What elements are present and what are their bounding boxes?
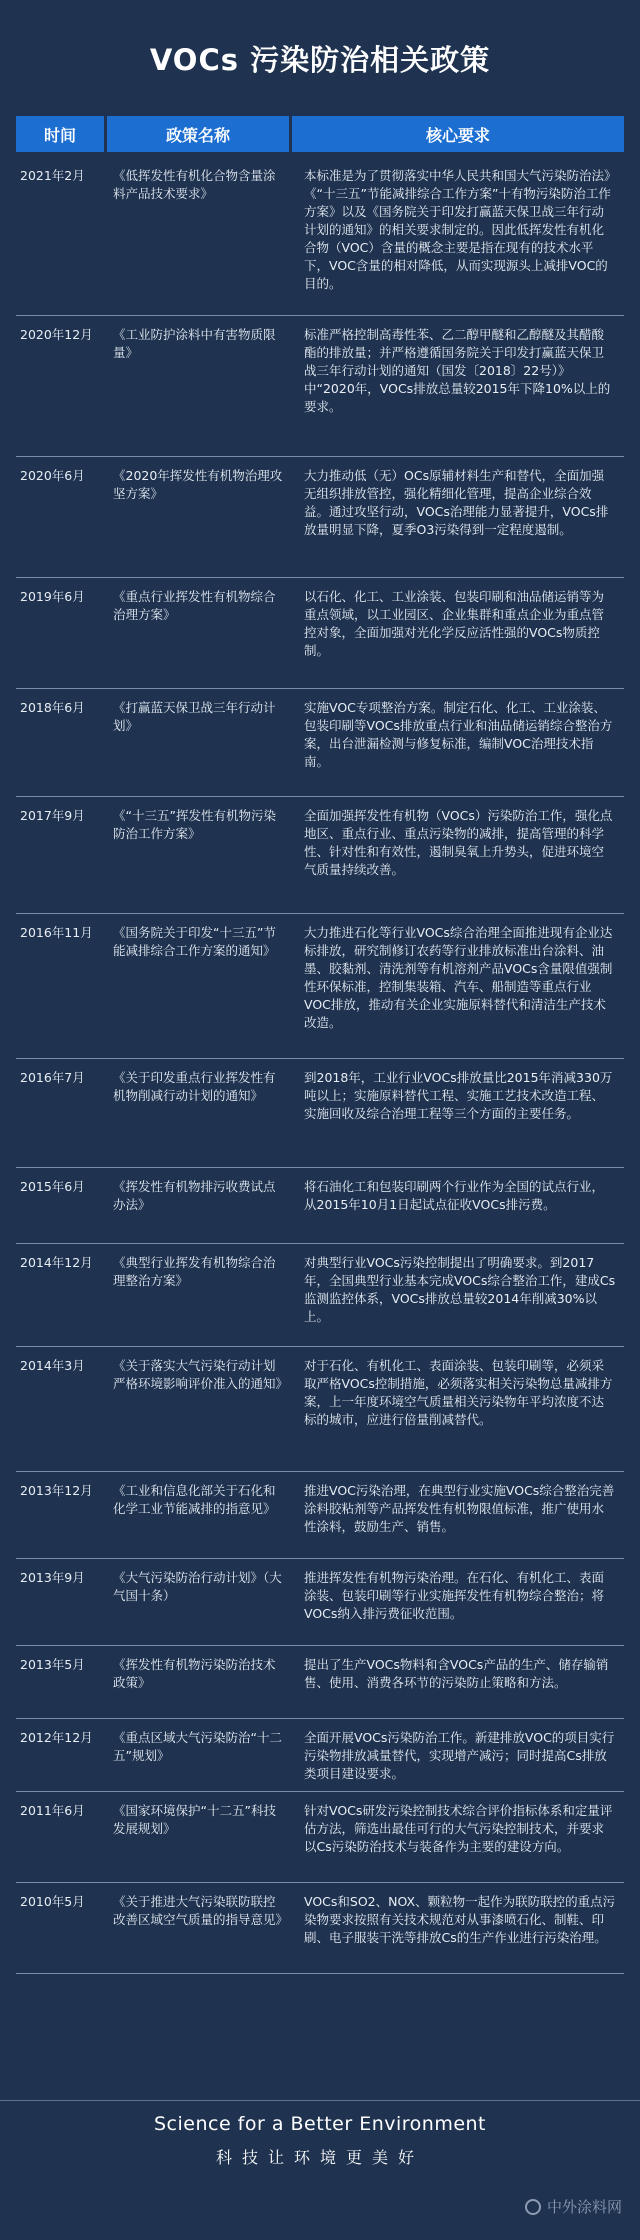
row-policy-name: 《国务院关于印发“十三五”节能减排综合工作方案的通知》 <box>113 925 276 958</box>
header-policy-name: 政策名称 <box>107 116 289 152</box>
table-row <box>16 1168 624 1244</box>
row-policy-name: 《关于落实大气污染行动计划严格环境影响评价准入的通知》 <box>113 1358 289 1391</box>
table-header <box>16 116 624 152</box>
row-policy-name: 《重点行业挥发性有机物综合治理方案》 <box>113 589 276 622</box>
row-core-requirement: 大力推动低（无）OCs原辅材料生产和替代，全面加强无组织排放管控，强化精细化管理，提高企业综合效益。通过攻坚行动，VOCs治理能力显著提升，VOCs排放量明显下降，夏季O3污染得到一定程度遏制。 <box>304 468 609 537</box>
row-date: 2016年11月 <box>20 925 93 940</box>
row-core-requirement: 标准严格控制高毒性苯、乙二醇甲醚和乙醇醚及其醋酸酯的排放量；并严格遵循国务院关于印发打赢蓝天保卫战三年行动计划的通知（国发〔2018〕22号）》中“2020年，VOCs排放总量较2015年下降10%以上的要求。 <box>304 327 611 414</box>
header-core-requirement: 核心要求 <box>292 116 624 152</box>
policy-table <box>16 116 624 1974</box>
row-date: 2011年6月 <box>20 1803 85 1818</box>
row-date: 2017年9月 <box>20 808 85 823</box>
row-date: 2019年6月 <box>20 589 85 604</box>
row-policy-name: 《2020年挥发性有机物治理攻坚方案》 <box>113 468 283 501</box>
table-row <box>16 157 624 316</box>
row-core-requirement: 对于石化、有机化工、表面涂装、包装印刷等，必须采取严格VOCs控制措施，必须落实相关污染物总量减排方案，上一年度环境空气质量相关污染物年平均浓度不达标的城市，应进行倍量削减替代。 <box>304 1358 613 1427</box>
footer-slogan-cn: 科技让环境更美好 <box>215 2148 424 2167</box>
table-row <box>16 1347 624 1472</box>
row-core-requirement: 以石化、化工、工业涂装、包装印刷和油品储运销等为重点领域，以工业园区、企业集群和重点企业为重点管控对象，全面加强对光化学反应活性强的VOCs物质控制。 <box>304 589 605 658</box>
page-title: VOCs 污染防治相关政策 <box>149 42 491 77</box>
row-date: 2013年5月 <box>20 1657 85 1672</box>
row-policy-name: 《打赢蓝天保卫战三年行动计划》 <box>113 700 276 733</box>
row-date: 2020年6月 <box>20 468 85 483</box>
watermark-text: 中外涂料网 <box>546 2198 622 2216</box>
row-date: 2013年12月 <box>20 1483 93 1498</box>
table-row <box>16 1646 624 1719</box>
row-policy-name: 《工业防护涂料中有害物质限量》 <box>113 327 276 360</box>
row-core-requirement: 推进挥发性有机物污染治理。在石化、有机化工、表面涂装、包装印刷等行业实施挥发性有机物综合整治；将VOCs纳入排污费征收范围。 <box>304 1570 605 1621</box>
row-date: 2020年12月 <box>20 327 93 342</box>
row-policy-name: 《关于印发重点行业挥发性有机物削减行动计划的通知》 <box>113 1070 276 1103</box>
row-core-requirement: 大力推进石化等行业VOCs综合治理全面推进现有企业达标排放，研究制修订农药等行业排放标准出台涂料、油墨、胶黏剂、清洗剂等有机溶剂产品VOCs含量限值强制性环保标准，控制集装箱、汽车、船制造等重点行业VOC排放，推动有关企业实施原料替代和清洁生产技术改造。 <box>304 925 613 1030</box>
watermark-logo-icon <box>525 2199 541 2215</box>
header-date: 时间 <box>16 116 104 152</box>
table-row <box>16 1719 624 1792</box>
row-policy-name: 《低挥发性有机化合物含量涂料产品技术要求》 <box>113 168 276 201</box>
table-body <box>16 157 624 1974</box>
row-date: 2018年6月 <box>20 700 85 715</box>
row-policy-name: 《工业和信息化部关于石化和化学工业节能减排的指意见》 <box>113 1483 276 1516</box>
table-row <box>16 1559 624 1646</box>
table-row <box>16 578 624 689</box>
row-core-requirement: 实施VOC专项整治方案。制定石化、化工、工业涂装、包装印刷等VOCs排放重点行业和油品储运销综合整治方案，出台泄漏检测与修复标准，编制VOC治理技术指南。 <box>304 700 613 769</box>
row-core-requirement: 本标准是为了贯彻落实中华人民共和国大气污染防治法》《“十三五”节能减排综合工作方案”十有物污染防治工作方案》以及《国务院关于印发打赢蓝天保卫战三年行动计划的通知》的相关要求制定的。因此低挥发性有机化合物（VOC）含量的概念主要是指在现有的技术水平下，VOC含量的相对降低，从而实现源头上减排VOC的目的。 <box>304 168 611 291</box>
row-core-requirement: 到2018年，工业行业VOCs排放量比2015年消减330万吨以上；实施原料替代工程、实施工艺技术改造工程、实施回收及综合治理工程等三个方面的主要任务。 <box>304 1070 613 1121</box>
table-row <box>16 1792 624 1883</box>
row-core-requirement: 将石油化工和包装印刷两个行业作为全国的试点行业，从2015年10月1日起试点征收VOCs排污费。 <box>304 1179 605 1212</box>
row-policy-name: 《挥发性有机物排污收费试点办法》 <box>113 1179 276 1212</box>
row-date: 2021年2月 <box>20 168 85 183</box>
row-policy-name: 《大气污染防治行动计划》（大气国十条） <box>113 1570 282 1603</box>
row-date: 2010年5月 <box>20 1894 85 1909</box>
row-policy-name: 《挥发性有机物污染防治技术政策》 <box>113 1657 276 1690</box>
footer <box>0 2113 640 2168</box>
row-date: 2016年7月 <box>20 1070 85 1085</box>
row-date: 2012年12月 <box>20 1730 93 1745</box>
footer-divider <box>0 2100 640 2101</box>
footer-slogan-en: Science for a Better Environment <box>153 2113 487 2135</box>
row-core-requirement: 提出了生产VOCs物料和含VOCs产品的生产、储存输销售、使用、消费各环节的污染防止策略和方法。 <box>304 1657 609 1690</box>
row-policy-name: 《关于推进大气污染联防联控改善区域空气质量的指导意见》 <box>113 1894 289 1927</box>
row-date: 2014年3月 <box>20 1358 85 1373</box>
row-date: 2015年6月 <box>20 1179 85 1194</box>
row-date: 2014年12月 <box>20 1255 93 1270</box>
table-row <box>16 1059 624 1168</box>
watermark <box>525 2196 622 2217</box>
row-policy-name: 《重点区域大气污染防治“十二五”规划》 <box>113 1730 282 1763</box>
row-core-requirement: VOCs和SO2、NOX、颗粒物一起作为联防联控的重点污染物要求按照有关技术规范对从事漆喷石化、制鞋、印刷、电子服装干洗等排放Cs的生产作业进行污染治理。 <box>304 1894 616 1945</box>
table-row <box>16 797 624 914</box>
row-policy-name: 《典型行业挥发有机物综合治理整治方案》 <box>113 1255 276 1288</box>
row-policy-name: 《国家环境保护“十二五”科技发展规划》 <box>113 1803 276 1836</box>
table-row <box>16 457 624 578</box>
row-policy-name: 《“十三五”挥发性有机物污染防治工作方案》 <box>113 808 276 841</box>
row-core-requirement: 推进VOC污染治理，在典型行业实施VOCs综合整治完善涂料胶粘剂等产品挥发性有机物限值标准，推广使用水性涂料，鼓励生产、销售。 <box>304 1483 615 1534</box>
row-core-requirement: 全面加强挥发性有机物（VOCs）污染防治工作，强化点地区、重点行业、重点污染物的减排，提高管理的科学性、针对性和有效性，遏制臭氧上升势头，促进环境空气质量持续改善。 <box>304 808 613 877</box>
table-row <box>16 1883 624 1974</box>
row-date: 2013年9月 <box>20 1570 85 1585</box>
table-row <box>16 689 624 797</box>
row-core-requirement: 针对VOCs研发污染控制技术综合评价指标体系和定量评估方法，筛选出最佳可行的大气污染控制技术，并要求以Cs污染防治技术与装备作为主要的建设方向。 <box>304 1803 613 1854</box>
table-row <box>16 1472 624 1559</box>
table-row <box>16 1244 624 1347</box>
row-core-requirement: 对典型行业VOCs污染控制提出了明确要求。到2017年，全国典型行业基本完成VOCs综合整治工作，建成Cs监测监控体系，VOCs排放总量较2014年削减30%以上。 <box>304 1255 616 1324</box>
table-row <box>16 316 624 457</box>
row-core-requirement: 全面开展VOCs污染防治工作。新建排放VOC的项目实行污染物排放减量替代，实现增产减污；同时提高Cs排放类项目建设要求。 <box>304 1730 615 1781</box>
table-row <box>16 914 624 1059</box>
